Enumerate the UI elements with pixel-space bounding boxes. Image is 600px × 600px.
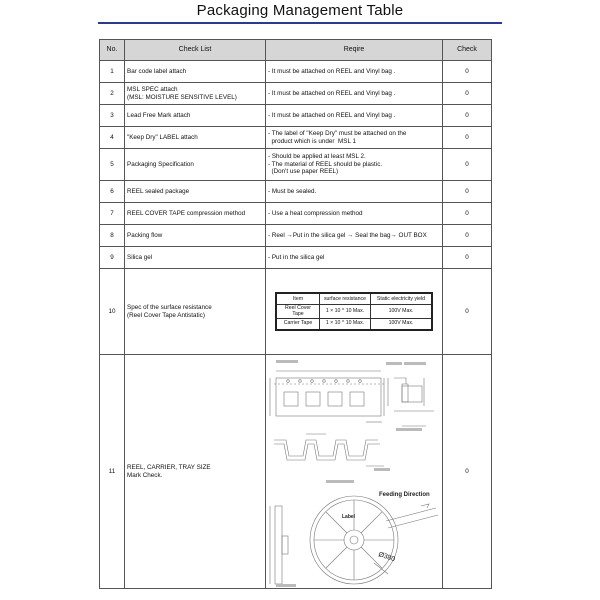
reel-label-text: Label: [342, 513, 356, 520]
row-item: [125, 149, 266, 181]
row-item-line: "Keep Dry" LABEL attach: [127, 133, 198, 141]
table-body: [100, 61, 492, 589]
require-line: - Should be applied at least MSL 2.: [268, 152, 366, 160]
row-require: [266, 247, 443, 269]
require-line: (Don't use paper REEL): [268, 168, 339, 176]
pocket: [284, 392, 298, 406]
header-check-list: Check List: [125, 40, 266, 61]
require-line: - The label of "Keep Dry" must be attached on the: [268, 129, 407, 137]
row-no: 1: [100, 61, 125, 83]
row-item: [125, 83, 266, 105]
row-item-line: (MSL: MOISTURE SENSITIVE LEVEL): [127, 93, 237, 101]
inner-header: Static electricity yield: [371, 293, 433, 305]
header-no: No.: [100, 40, 125, 61]
row-no: 8: [100, 225, 125, 247]
table-row: [100, 181, 492, 203]
table-row-11: [100, 355, 492, 589]
row-require: [266, 225, 443, 247]
row-require: [266, 181, 443, 203]
row-require: [266, 105, 443, 127]
require-line: - It must be attached on REEL and Vinyl bag .: [268, 67, 396, 75]
check-value: 0: [443, 203, 492, 225]
row-no: 6: [100, 181, 125, 203]
row-require: [266, 149, 443, 181]
resistance-cell: [266, 269, 443, 355]
inner-cell: Carrier Tape: [276, 318, 320, 330]
table-row: [100, 127, 492, 149]
row-item-line: Mark Check.: [127, 471, 163, 479]
row-item: [125, 225, 266, 247]
check-value: 0: [443, 83, 492, 105]
header-require: Reqire: [266, 40, 443, 61]
row-item: [125, 355, 266, 589]
check-value: 0: [443, 105, 492, 127]
check-value: 0: [443, 225, 492, 247]
row-no: 11: [100, 355, 125, 589]
require-line: - Reel →Put in the silica gel → Seal the bag→ OUT BOX: [268, 231, 427, 239]
row-item-line: Packing flow: [127, 231, 163, 239]
row-item-line: REEL sealed package: [127, 187, 190, 195]
row-item-line: (Reel Cover Tape Antistatic): [127, 311, 205, 319]
row-require: [266, 83, 443, 105]
inner-cell: Reel Cover Tape: [276, 305, 320, 318]
inner-cell: 1 × 10 ^ 10 Max.: [320, 318, 371, 330]
packaging-table: [99, 39, 492, 589]
row-item: [125, 127, 266, 149]
row-no: 3: [100, 105, 125, 127]
resistance-table: [275, 292, 433, 330]
table-row: [100, 225, 492, 247]
row-item-line: MSL SPEC attach: [127, 85, 178, 93]
row-item: [125, 203, 266, 225]
table-row-10: [100, 269, 492, 355]
inner-header-row: [276, 293, 432, 305]
table-row: [100, 247, 492, 269]
row-item: [125, 269, 266, 355]
check-value: 0: [443, 181, 492, 203]
row-item: [125, 105, 266, 127]
row-item: [125, 61, 266, 83]
pocket-section: [274, 440, 378, 456]
row-item: [125, 247, 266, 269]
row-item-line: Spec of the surface resistance: [127, 303, 212, 311]
require-line: - Put in the silica gel: [268, 253, 325, 261]
check-value: 0: [443, 127, 492, 149]
require-line: - It must be attached on REEL and Vinyl bag .: [268, 89, 396, 97]
row-require: [266, 127, 443, 149]
inner-header: surface resistance: [320, 293, 371, 305]
require-line: - The material of REEL should be plastic.: [268, 160, 383, 168]
row-item-line: REEL COVER TAPE compression method: [127, 209, 246, 217]
title-underline: [98, 22, 502, 24]
inner-cell: 100V Max.: [371, 318, 433, 330]
check-value: 0: [443, 355, 492, 589]
check-value: 0: [443, 247, 492, 269]
row-no: 4: [100, 127, 125, 149]
pocket: [328, 392, 342, 406]
check-value: 0: [443, 61, 492, 83]
row-require: [266, 203, 443, 225]
row-item-line: Lead Free Mark attach: [127, 111, 191, 119]
inner-cell: 1 × 10 ^ 10 Max.: [320, 305, 371, 318]
inner-row: [276, 318, 432, 330]
reel-diameter-label: Ø380: [377, 550, 396, 563]
pocket: [306, 392, 320, 406]
row-item-line: REEL, CARRIER, TRAY SIZE: [127, 463, 211, 471]
table-row: [100, 61, 492, 83]
header-check: Check: [443, 40, 492, 61]
check-value: 0: [443, 149, 492, 181]
page-title: Packaging Management Table: [196, 2, 404, 19]
table-row: [100, 203, 492, 225]
check-value: 0: [443, 269, 492, 355]
row-require: [266, 61, 443, 83]
row-item: [125, 181, 266, 203]
reel-carrier-drawing: [266, 356, 443, 588]
row-item-line: Silica gel: [127, 253, 153, 261]
row-no: 5: [100, 149, 125, 181]
table-header-row: [100, 40, 492, 61]
require-line: - Use a heat compression method: [268, 209, 363, 217]
table-row: [100, 105, 492, 127]
feeding-tape: [386, 508, 438, 528]
inner-cell: 100V Max.: [371, 305, 433, 318]
row-item-line: Packaging Specification: [127, 160, 194, 168]
require-line: - It must be attached on REEL and Vinyl bag .: [268, 111, 396, 119]
drawing-cell: [266, 355, 443, 589]
require-line: - Must be sealed.: [268, 187, 317, 195]
reel-side: [275, 506, 282, 584]
table-row: [100, 149, 492, 181]
table-row: [100, 83, 492, 105]
pocket: [350, 392, 364, 406]
feeding-direction-label: Feeding Direction: [379, 491, 430, 498]
row-item-line: Bar code label attach: [127, 67, 187, 75]
require-line: product which is under MSL 1: [268, 137, 356, 145]
row-no: 2: [100, 83, 125, 105]
row-no: 9: [100, 247, 125, 269]
inner-header: Item: [276, 293, 320, 305]
row-no: 10: [100, 269, 125, 355]
row-no: 7: [100, 203, 125, 225]
inner-row: [276, 305, 432, 318]
